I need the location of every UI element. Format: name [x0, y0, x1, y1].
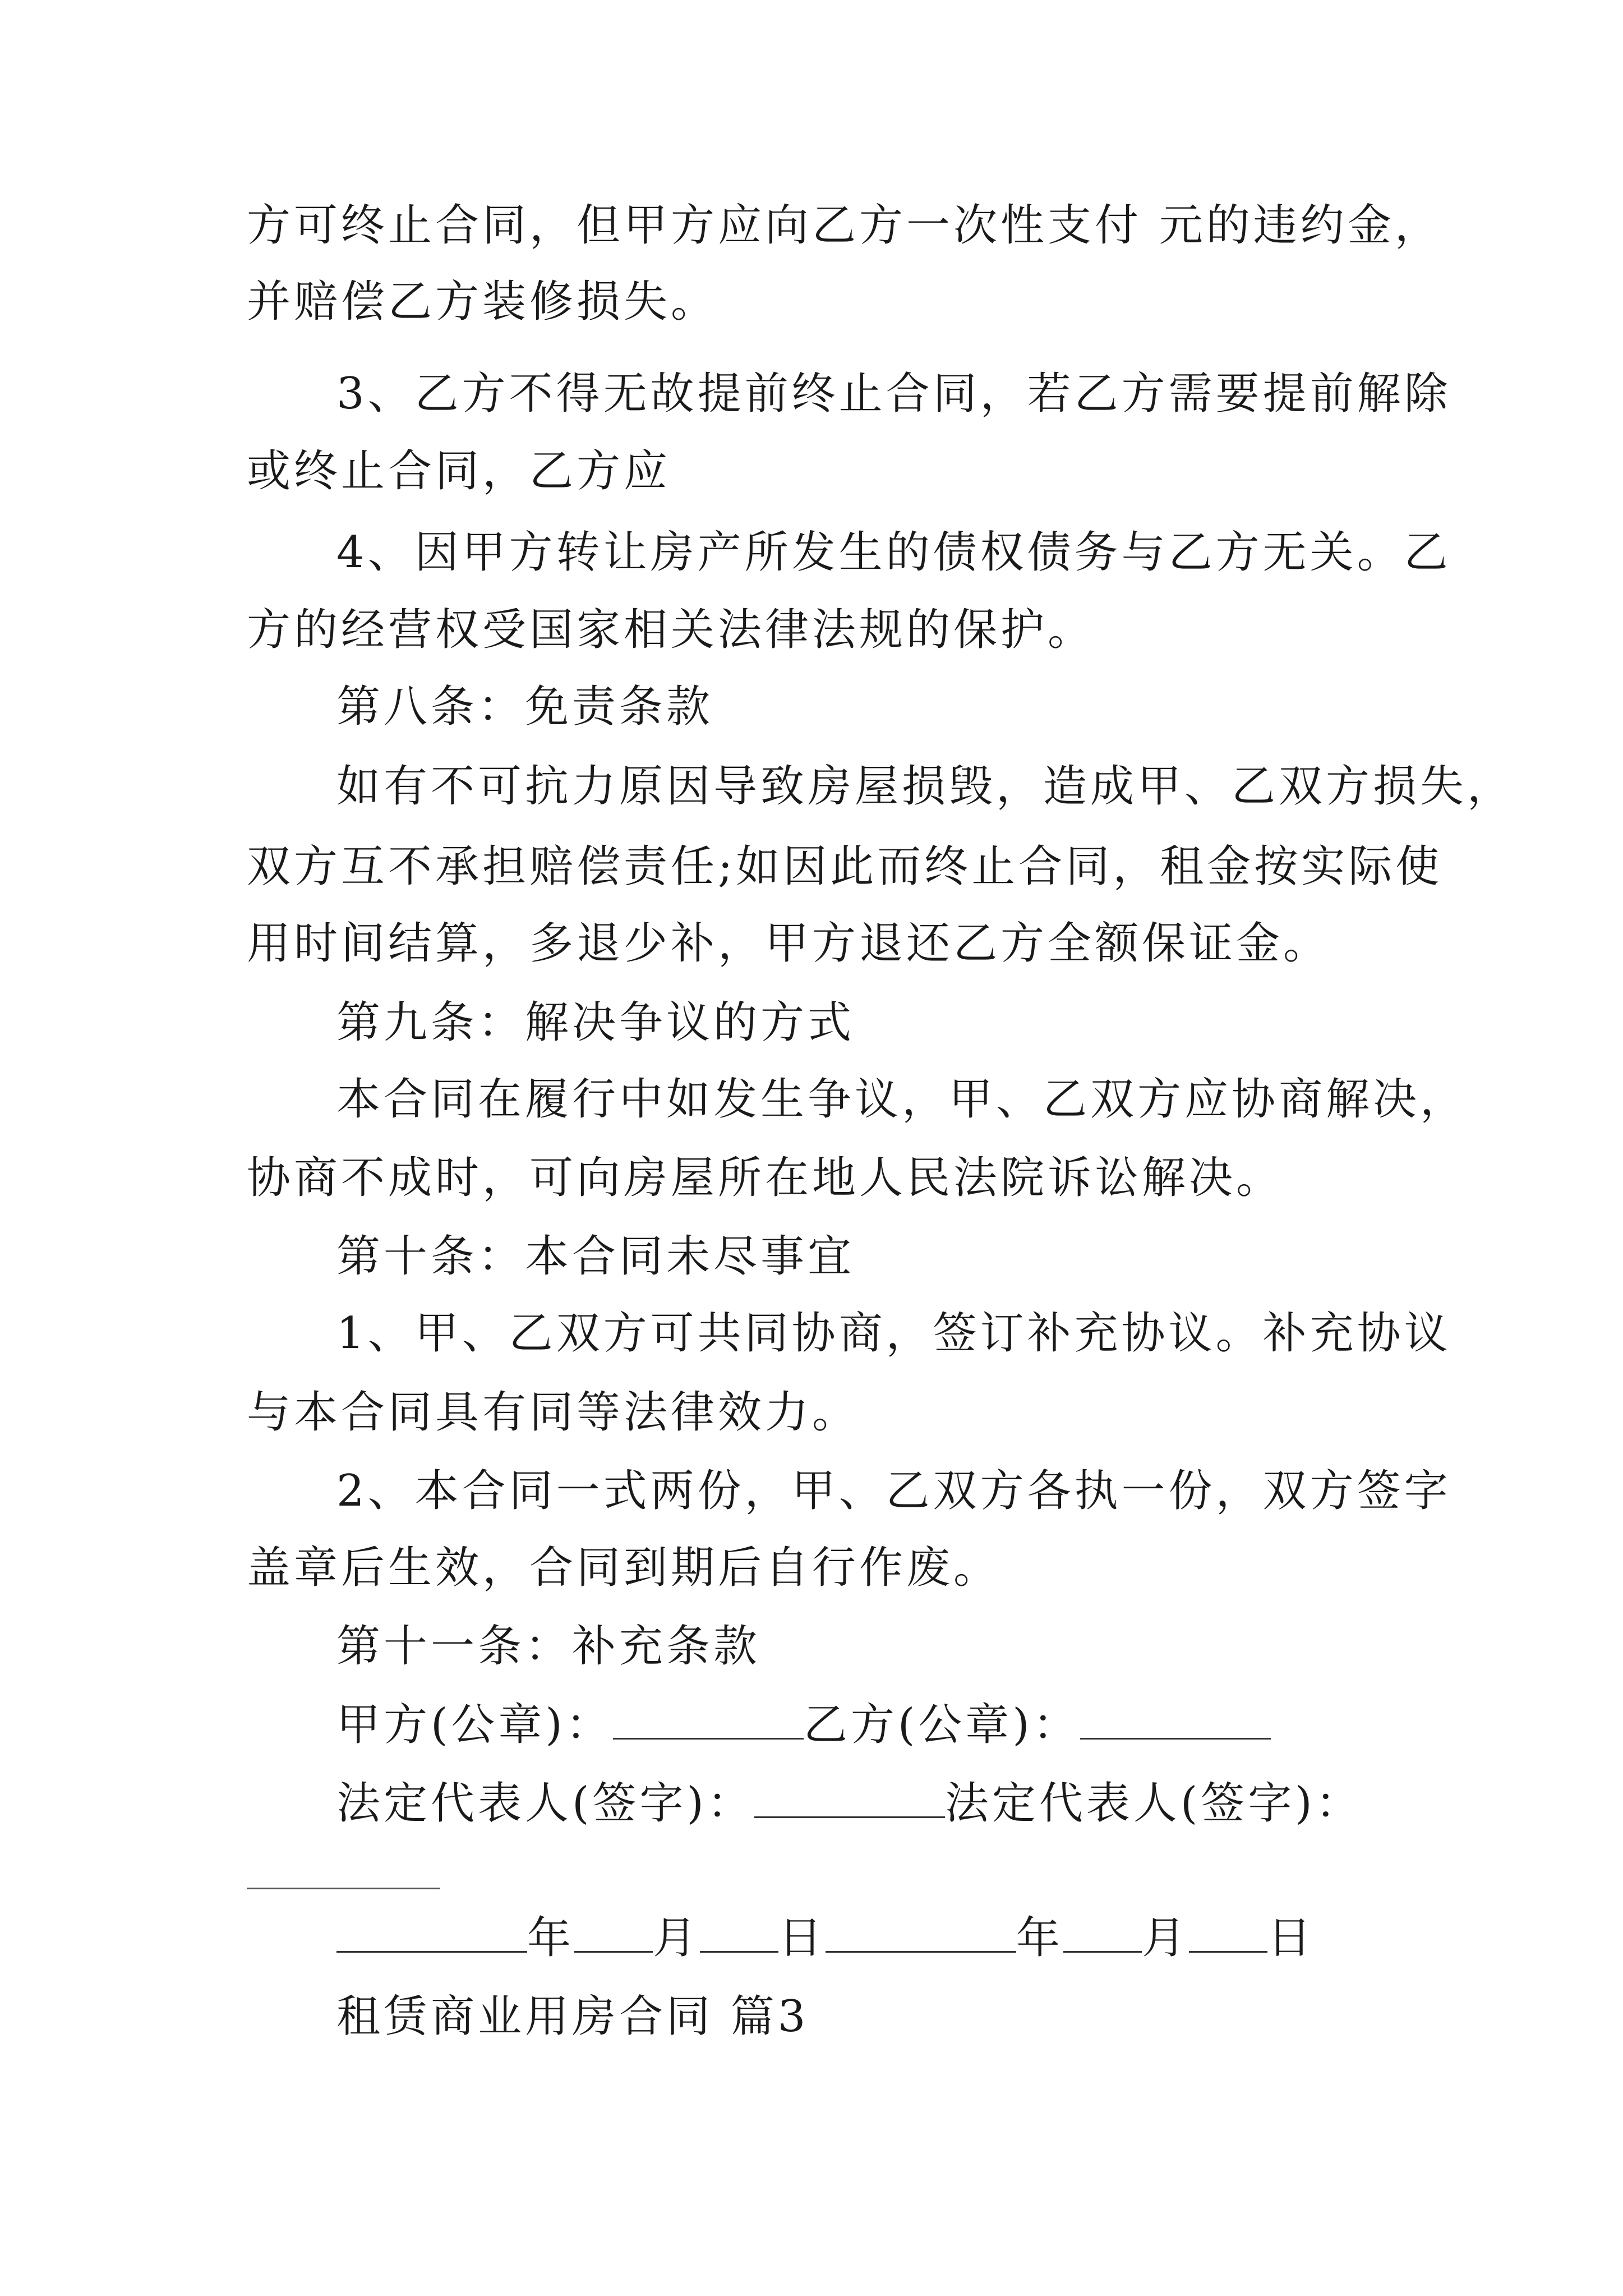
day-b-label: 日 [1267, 1913, 1315, 1963]
section-heading: 第九条：解决争议的方式 [336, 997, 855, 1048]
paragraph-line: 4、因甲方转让房产所发生的债权债务与乙方无关。乙 [336, 527, 1451, 578]
paragraph-line: 方的经营权受国家相关法律法规的保护。 [247, 605, 1095, 655]
paragraph-line: 协商不成时，可向房屋所在地人民法院诉讼解决。 [247, 1153, 1284, 1203]
paragraph-line: 与本合同具有同等法律效力。 [247, 1387, 860, 1438]
paragraph-line: 3、乙方不得无故提前终止合同，若乙方需要提前解除 [336, 369, 1451, 419]
paragraph-line: 双方互不承担赔偿责任;如因此而终止合同，租金按实际使 [247, 841, 1443, 892]
month-b-label: 月 [1142, 1913, 1189, 1963]
paragraph-line: 本合同在履行中如发生争议，甲、乙双方应协商解决， [336, 1074, 1468, 1125]
paragraph-line: 盖章后生效，合同到期后自行作废。 [247, 1543, 1001, 1593]
paragraph-line: 用时间结算，多退少补，甲方退还乙方全额保证金。 [247, 918, 1331, 969]
paragraph-line: 或终止合同，乙方应 [247, 446, 671, 496]
next-section-title: 租赁商业用房合同 篇3 [336, 1991, 809, 2042]
month-a-label: 月 [653, 1913, 700, 1963]
party-b-seal-label: 乙方(公章)： [803, 1700, 1080, 1750]
year-b-blank[interactable] [826, 1916, 1016, 1953]
day-a-blank[interactable] [700, 1916, 778, 1953]
party-a-seal-label: 甲方(公章)： [336, 1700, 613, 1750]
rep-b-blank[interactable] [247, 1888, 440, 1889]
representative-line [336, 1775, 1363, 1832]
seal-line [336, 1697, 1271, 1753]
paragraph-line: 方可终止合同，但甲方应向乙方一次性支付 元的违约金， [247, 200, 1442, 251]
paragraph-line: 并赔偿乙方装修损失。 [247, 277, 718, 327]
section-heading: 第十一条：补充条款 [336, 1621, 761, 1672]
rep-b-label: 法定代表人(签字)： [944, 1778, 1363, 1829]
year-a-blank[interactable] [336, 1916, 527, 1953]
section-heading: 第十条：本合同未尽事宜 [336, 1231, 855, 1282]
paragraph-line: 1、甲、乙双方可共同协商，签订补充协议。补充协议 [336, 1308, 1451, 1359]
month-a-blank[interactable] [574, 1916, 653, 1953]
section-heading: 第八条：免责条款 [336, 682, 714, 732]
party-a-seal-blank[interactable] [613, 1703, 804, 1740]
year-b-label: 年 [1016, 1913, 1064, 1963]
day-b-blank[interactable] [1189, 1916, 1267, 1953]
rep-a-blank[interactable] [754, 1782, 945, 1818]
year-a-label: 年 [527, 1913, 575, 1963]
paragraph-line: 如有不可抗力原因导致房屋损毁，造成甲、乙双方损失， [336, 761, 1515, 812]
party-b-seal-blank[interactable] [1080, 1703, 1271, 1740]
paragraph-line: 2、本合同一式两份，甲、乙双方各执一份，双方签字 [336, 1466, 1451, 1516]
date-line [336, 1910, 1315, 1966]
month-b-blank[interactable] [1063, 1916, 1142, 1953]
rep-a-label: 法定代表人(签字)： [336, 1778, 754, 1829]
day-a-label: 日 [778, 1913, 826, 1963]
